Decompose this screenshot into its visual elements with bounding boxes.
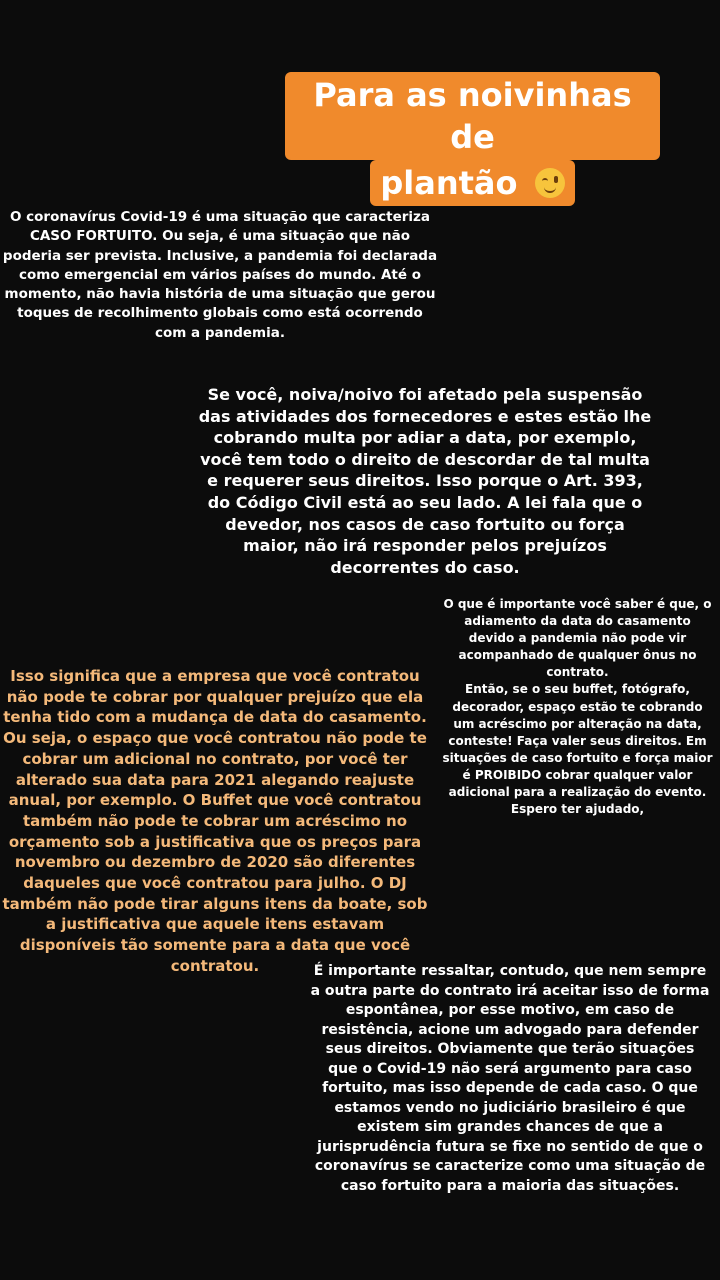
title-line-1: Para as noivinhas de [285, 72, 660, 160]
meaning-paragraph: Isso significa que a empresa que você contratou não pode te cobrar por qualquer prejuízo que ela tenha tido com a mudança de data do casamento. Ou seja, o espaço que você contratou não pode te cobrar um adicional no contrato, por você ter alterado sua data para 2021 alegando reajuste anual, por exemplo. O Buffet que você contratou também não pode te cobrar um acréscimo no orçamento sob a justificativa que os preços para novembro ou dezembro de 2020 são diferentes daqueles que você contratou para julho. O DJ também não pode tirar alguns itens da boate, sob a justificativa que aquele itens estavam disponíveis tão somente para a data que você contratou. [2, 667, 428, 975]
rights-paragraph: Se você, noiva/noivo foi afetado pela suspensão das atividades dos fornecedores e estes estão lhe cobrando multa por adiar a data, por exemplo, você tem todo o direito de descordar de tal multa e requerer seus direitos. Isso porque o Art. 393, do Código Civil está ao seu lado. A lei fala que o devedor, nos casos de caso fortuito ou força maior, não irá responder pelos prejuízos decorrentes do caso. [198, 385, 652, 577]
intro-paragraph: O coronavírus Covid-19 é uma situação que caracteriza CASO FORTUITO. Ou seja, é uma situação que não poderia ser prevista. Inclusive, a pandemia foi declarada como emergencial em vários países do mundo. Até o momento, não havia história de uma situação que gerou toques de recolhimento globais como está ocorrendo com a pandemia. [2, 209, 438, 341]
caveat-paragraph: É importante ressaltar, contudo, que nem sempre a outra parte do contrato irá aceitar isso de forma espontânea, por esse motivo, em caso de resistência, acione um advogado para defender seus direitos. Obviamente que terão situações que o Covid-19 não será argumento para caso fortuito, mas isso depende de cada caso. O que estamos vendo no judiciário brasileiro é que existem sim grandes chances de que a jurisprudência futura se fixe no sentido de que o coronavírus se caracterize como uma situação de caso fortuito para a maioria das situações. [310, 963, 710, 1194]
story-title [285, 72, 660, 206]
title-line-2 [370, 160, 574, 206]
important-paragraph: O que é importante você saber é que, o adiamento da data do casamento devido a pandemia não pode vir acompanhado de qualquer ônus no contrato. Então, se o seu buffet, fotógrafo, decorador, espaço estão te cobrando um acréscimo por alteração na data, conteste! Faça valer seus direitos. Em situações de caso fortuito e força maior é PROIBIDO cobrar qualquer valor adicional para a realização do evento. Espero ter ajudado, [442, 597, 713, 817]
winking-face-icon [535, 168, 565, 198]
title-line-2-text: plantão [380, 164, 518, 202]
